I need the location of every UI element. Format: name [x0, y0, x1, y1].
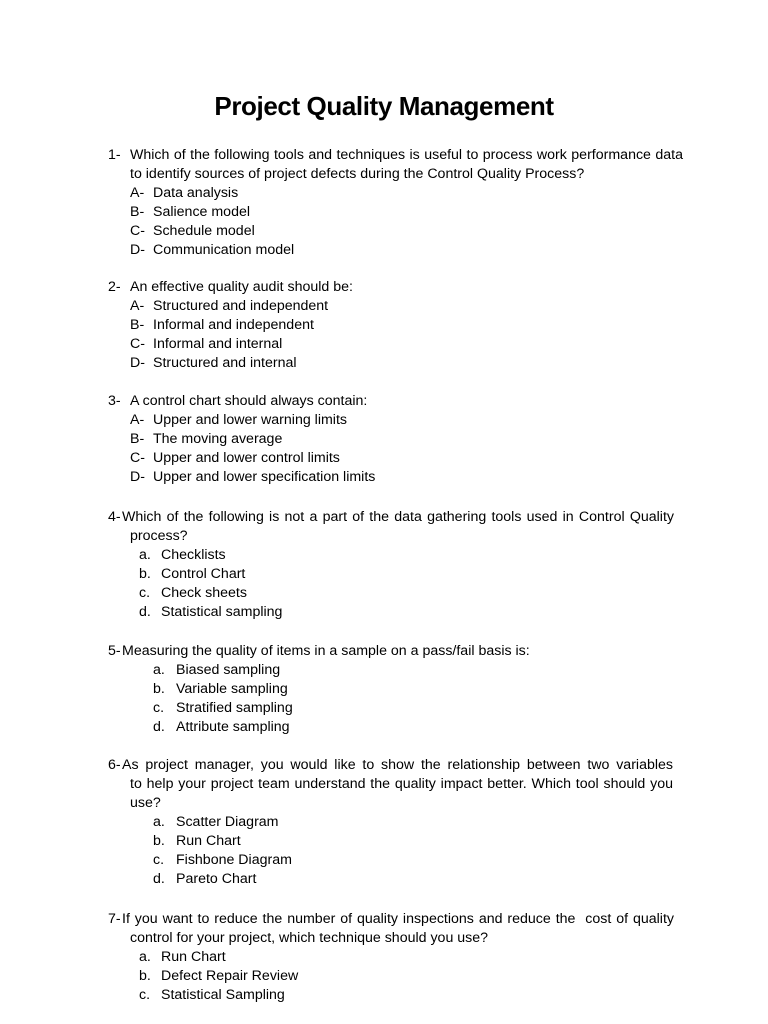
option-text: Informal and internal: [153, 336, 283, 352]
option-text: Statistical sampling: [161, 604, 283, 620]
option-letter: a.: [139, 949, 151, 965]
options-list: [130, 297, 683, 373]
option-text: Statistical Sampling: [161, 987, 285, 1003]
question-number: 1-: [108, 147, 121, 163]
option-letter: c.: [139, 585, 151, 601]
option-c: [139, 986, 674, 1005]
option-text: Schedule model: [153, 223, 255, 239]
option-a: [130, 297, 683, 316]
option-b: [130, 316, 683, 335]
option-b: [130, 430, 683, 449]
option-letter: a.: [139, 547, 151, 563]
option-letter: C-: [130, 336, 145, 352]
option-b: [130, 203, 683, 222]
option-text: Informal and independent: [153, 317, 314, 333]
options-list: [139, 948, 674, 1005]
question-text: Which of the following is not a part of the data gathering tools used in Control Quality: [122, 509, 674, 525]
option-text: Stratified sampling: [176, 700, 293, 716]
option-letter: c.: [153, 852, 165, 868]
question-text: An effective quality audit should be:: [130, 279, 353, 295]
options-list: [139, 546, 674, 622]
option-c: [130, 335, 683, 354]
option-letter: c.: [139, 987, 151, 1003]
option-text: The moving average: [153, 431, 283, 447]
question-number: 2-: [108, 279, 121, 295]
option-text: Checklists: [161, 547, 226, 563]
option-a: [130, 184, 683, 203]
option-letter: C-: [130, 450, 145, 466]
option-c: [130, 222, 683, 241]
option-a: [153, 813, 673, 832]
option-letter: b.: [139, 566, 151, 582]
option-b: [153, 680, 683, 699]
question-2: [108, 278, 683, 373]
option-letter: B-: [130, 431, 145, 447]
option-text: Attribute sampling: [176, 719, 290, 735]
option-d: [130, 241, 683, 260]
option-a: [139, 546, 674, 565]
option-text: Data analysis: [153, 185, 239, 201]
option-letter: D-: [130, 469, 145, 485]
option-text: Run Chart: [161, 949, 226, 965]
option-letter: B-: [130, 317, 145, 333]
option-text: Fishbone Diagram: [176, 852, 292, 868]
option-letter: a.: [153, 662, 165, 678]
question-text: Measuring the quality of items in a sample on a pass/fail basis is:: [122, 643, 530, 659]
option-letter: b.: [153, 681, 165, 697]
option-letter: A-: [130, 298, 145, 314]
option-letter: d.: [139, 604, 151, 620]
option-letter: D-: [130, 242, 145, 258]
option-letter: C-: [130, 223, 145, 239]
option-text: Upper and lower warning limits: [153, 412, 347, 428]
question-text: As project manager, you would like to show the relationship between two variables: [122, 757, 673, 773]
question-text: If you want to reduce the number of quality inspections and reduce the cost of quality: [122, 911, 674, 927]
option-text: Run Chart: [176, 833, 241, 849]
question-3: [108, 392, 683, 487]
question-6: [108, 756, 673, 889]
option-text: Communication model: [153, 242, 295, 258]
option-letter: B-: [130, 204, 145, 220]
question-number: 7-: [108, 911, 121, 927]
option-d: [153, 718, 683, 737]
option-letter: a.: [153, 814, 165, 830]
option-b: [139, 565, 674, 584]
option-text: Upper and lower specification limits: [153, 469, 376, 485]
option-c: [130, 449, 683, 468]
option-text: Pareto Chart: [176, 871, 257, 887]
question-5: [108, 642, 683, 737]
option-d: [139, 603, 674, 622]
option-letter: A-: [130, 185, 145, 201]
option-d: [153, 870, 673, 889]
option-d: [130, 468, 683, 487]
option-text: Upper and lower control limits: [153, 450, 340, 466]
option-letter: d.: [153, 719, 165, 735]
option-letter: b.: [153, 833, 165, 849]
question-text: Which of the following tools and techniques is useful to process work performance data to identify sources of project defects during the Control Quality Process?: [130, 147, 683, 182]
options-list: [153, 661, 683, 737]
option-a: [130, 411, 683, 430]
question-text-continued: control for your project, which technique should you use?: [130, 930, 489, 946]
option-text: Scatter Diagram: [176, 814, 279, 830]
option-c: [153, 699, 683, 718]
option-letter: d.: [153, 871, 165, 887]
option-text: Check sheets: [161, 585, 247, 601]
question-number: 3-: [108, 393, 121, 409]
option-text: Control Chart: [161, 566, 246, 582]
question-text: A control chart should always contain:: [130, 393, 368, 409]
question-text-continued: process?: [130, 528, 188, 544]
question-number: 6-: [108, 757, 121, 773]
option-b: [139, 967, 674, 986]
option-letter: c.: [153, 700, 165, 716]
option-text: Variable sampling: [176, 681, 288, 697]
option-b: [153, 832, 673, 851]
page-title: Project Quality Management: [214, 91, 554, 121]
question-4: [108, 508, 674, 622]
option-c: [139, 584, 674, 603]
question-text-continued: to help your project team understand the quality impact better. Which tool should you use?: [130, 776, 673, 811]
option-letter: D-: [130, 355, 145, 371]
option-text: Salience model: [153, 204, 251, 220]
question-number: 4-: [108, 509, 121, 525]
option-text: Defect Repair Review: [161, 968, 299, 984]
options-list: [153, 813, 673, 889]
question-7: [108, 910, 674, 1005]
option-a: [153, 661, 683, 680]
option-text: Structured and internal: [153, 355, 297, 371]
options-list: [130, 411, 683, 487]
option-d: [130, 354, 683, 373]
options-list: [130, 184, 683, 260]
question-1: [108, 146, 683, 260]
question-number: 5-: [108, 643, 121, 659]
option-text: Biased sampling: [176, 662, 281, 678]
option-letter: b.: [139, 968, 151, 984]
option-a: [139, 948, 674, 967]
option-c: [153, 851, 673, 870]
option-letter: A-: [130, 412, 145, 428]
option-text: Structured and independent: [153, 298, 329, 314]
